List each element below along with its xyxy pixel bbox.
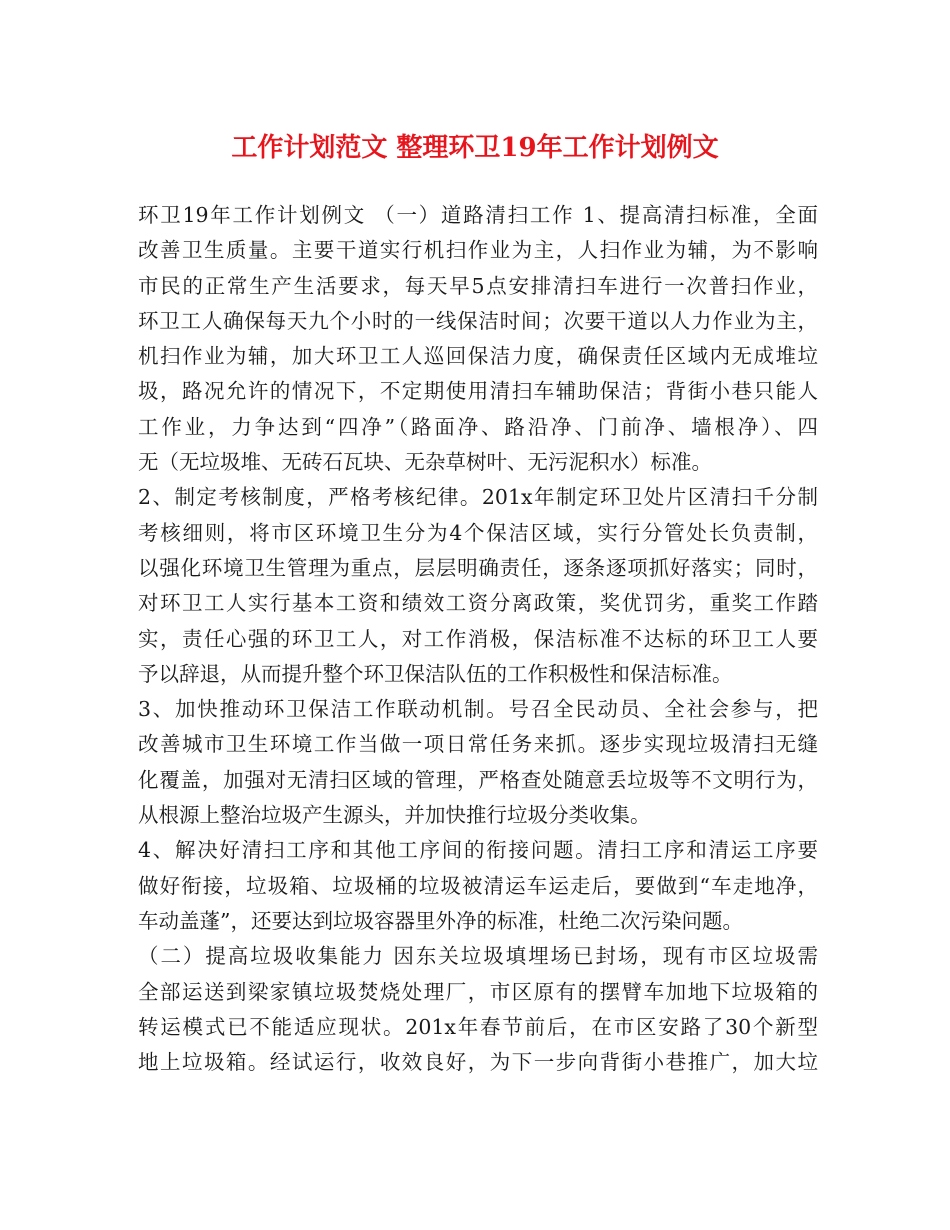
body-line: 圾，路况允许的情况下，不定期使用清扫车辅助保洁；背街小巷只能人 bbox=[138, 379, 818, 404]
body-line: 3、加快推动环卫保洁工作联动机制。号召全民动员、全社会参与，把 bbox=[138, 697, 818, 722]
body-line: 做好衔接，垃圾箱、垃圾桶的垃圾被清运车运走后，要做到“车走地净， bbox=[138, 873, 818, 898]
document-body bbox=[138, 198, 818, 1080]
body-line: 以强化环境卫生管理为重点，层层明确责任，逐条逐项抓好落实；同时， bbox=[138, 555, 818, 580]
body-line: 2、制定考核制度，严格考核纪律。201x年制定环卫处片区清扫千分制 bbox=[138, 485, 818, 510]
body-line: 工作业，力争达到“四净”（路面净、路沿净、门前净、墙根净）、四 bbox=[138, 414, 818, 439]
body-line: 考核细则，将市区环境卫生分为4个保洁区域，实行分管处长负责制， bbox=[138, 520, 818, 545]
body-line: 全部运送到梁家镇垃圾焚烧处理厂，市区原有的摆臂车加地下垃圾箱的 bbox=[138, 979, 818, 1004]
document-title: 工作计划范文 整理环卫19年工作计划例文 bbox=[231, 133, 719, 163]
body-line: 车动盖蓬”，还要达到垃圾容器里外净的标准，杜绝二次污染问题。 bbox=[138, 908, 743, 933]
body-line: 从根源上整治垃圾产生源头，并加快推行垃圾分类收集。 bbox=[138, 803, 651, 828]
body-line: 4、解决好清扫工序和其他工序间的衔接问题。清扫工序和清运工序要 bbox=[138, 838, 818, 863]
body-line: 对环卫工人实行基本工资和绩效工资分离政策，奖优罚劣，重奖工作踏 bbox=[138, 591, 818, 616]
body-line: 机扫作业为辅，加大环卫工人巡回保洁力度，确保责任区域内无成堆垃 bbox=[138, 344, 818, 369]
body-line: 予以辞退，从而提升整个环卫保洁队伍的工作积极性和保洁标准。 bbox=[138, 661, 733, 686]
body-line: 改善卫生质量。主要干道实行机扫作业为主，人扫作业为辅，为不影响 bbox=[138, 238, 818, 263]
body-line: （二）提高垃圾收集能力 因东关垃圾填埋场已封场，现有市区垃圾需 bbox=[138, 944, 818, 969]
body-line: 环卫工人确保每天九个小时的一线保洁时间；次要干道以人力作业为主， bbox=[138, 308, 818, 333]
body-line: 实，责任心强的环卫工人，对工作消极，保洁标准不达标的环卫工人要 bbox=[138, 626, 818, 651]
body-line: 地上垃圾箱。经试运行，收效良好，为下一步向背街小巷推广，加大垃 bbox=[138, 1050, 818, 1075]
body-line: 改善城市卫生环境工作当做一项日常任务来抓。逐步实现垃圾清扫无缝 bbox=[138, 732, 818, 757]
body-line: 化覆盖，加强对无清扫区域的管理，严格查处随意丢垃圾等不文明行为， bbox=[138, 767, 818, 792]
body-line: 环卫19年工作计划例文 （一）道路清扫工作 1、提高清扫标准，全面 bbox=[138, 203, 818, 227]
body-line: 市民的正常生产生活要求，每天早5点安排清扫车进行一次普扫作业， bbox=[138, 273, 818, 298]
body-line: 无（无垃圾堆、无砖石瓦块、无杂草树叶、无污泥积水）标准。 bbox=[138, 450, 712, 475]
body-line: 转运模式已不能适应现状。201x年春节前后，在市区安路了30个新型 bbox=[138, 1014, 818, 1039]
